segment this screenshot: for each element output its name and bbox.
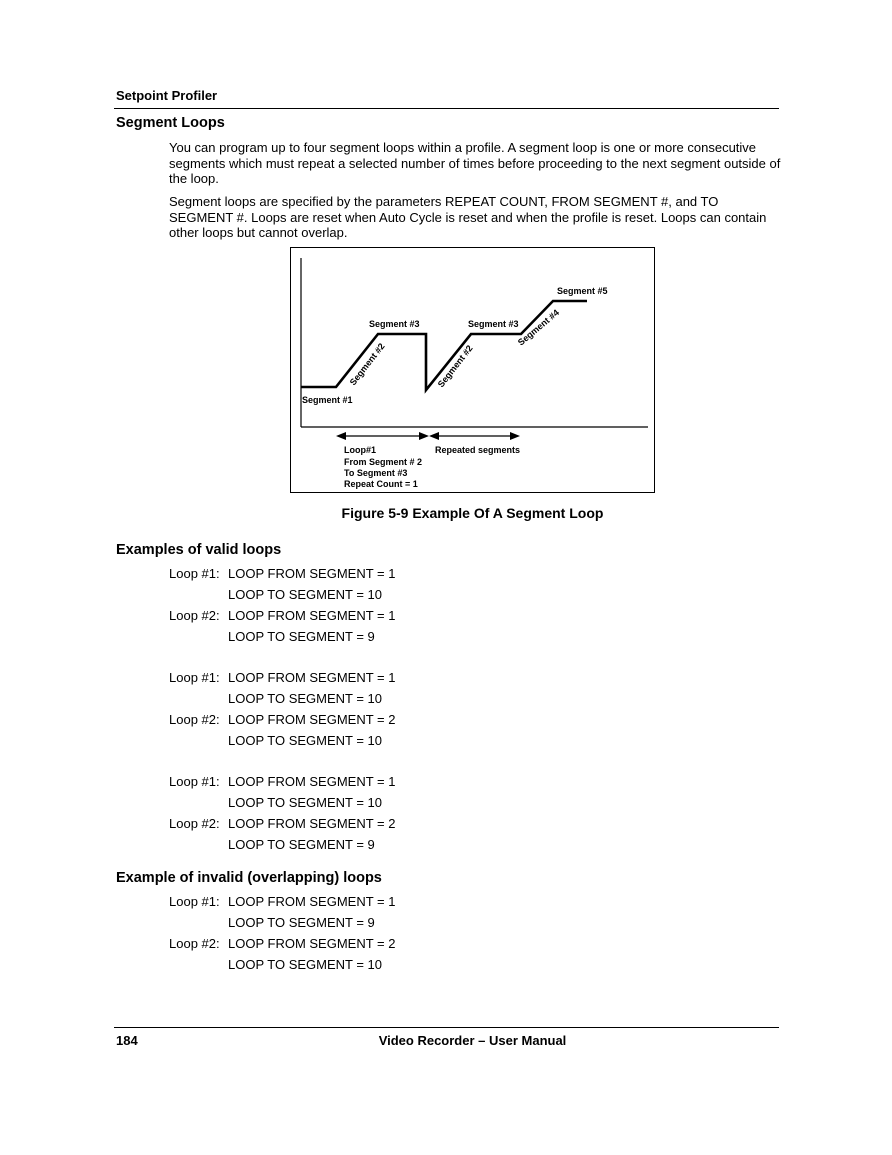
loop-to: LOOP TO SEGMENT = 10 (228, 733, 383, 748)
loop-from: LOOP FROM SEGMENT = 1 (228, 670, 396, 685)
label-segment-4: Segment #4 (515, 307, 561, 348)
loop-label: Loop #1: (169, 566, 220, 581)
invalid-loops-heading: Example of invalid (overlapping) loops (116, 870, 382, 886)
loop-label: Loop #2: (169, 936, 220, 951)
loop-to: LOOP TO SEGMENT = 10 (228, 587, 383, 602)
label-segment-1: Segment #1 (302, 395, 353, 405)
loop-to: LOOP TO SEGMENT = 9 (228, 837, 375, 852)
valid-loops-heading: Examples of valid loops (116, 542, 282, 558)
label-segment-3b: Segment #3 (468, 319, 519, 329)
label-loop-from: From Segment # 2 (344, 457, 423, 467)
loop-from: LOOP FROM SEGMENT = 2 (228, 816, 396, 831)
loop-arrow-left-head (336, 432, 346, 440)
section-heading: Segment Loops (116, 115, 225, 131)
paragraph-intro: You can program up to four segment loops within a profile. A segment loop is one or more consecutive segments which must repeat a selected number of times before proceeding to the next segment outside of the loop. (169, 140, 781, 186)
loop-from: LOOP FROM SEGMENT = 2 (228, 936, 396, 951)
loop-from: LOOP FROM SEGMENT = 2 (228, 712, 396, 727)
label-segment-5: Segment #5 (557, 286, 608, 296)
loop-to: LOOP TO SEGMENT = 10 (228, 691, 383, 706)
loop-label: Loop #2: (169, 608, 220, 623)
loop-to: LOOP TO SEGMENT = 10 (228, 957, 383, 972)
profile-diagram (291, 248, 656, 494)
loop-to: LOOP TO SEGMENT = 9 (228, 915, 375, 930)
loop-from: LOOP FROM SEGMENT = 1 (228, 566, 396, 581)
header-rule (114, 108, 779, 109)
label-segment-2b: Segment #2 (435, 343, 475, 390)
loop-from: LOOP FROM SEGMENT = 1 (228, 774, 396, 789)
label-loop-repeat: Repeat Count = 1 (344, 479, 418, 489)
label-loop-1: Loop#1 (344, 445, 377, 455)
loop-label: Loop #2: (169, 712, 220, 727)
loop-arrow-right-head (419, 432, 429, 440)
figure-segment-loop (290, 247, 655, 493)
label-repeated-segments: Repeated segments (435, 445, 521, 455)
loop-to: LOOP TO SEGMENT = 10 (228, 795, 383, 810)
footer-title: Video Recorder – User Manual (378, 1033, 567, 1048)
label-loop-to: To Segment #3 (344, 468, 408, 478)
loop-label: Loop #1: (169, 670, 220, 685)
footer-rule (114, 1027, 779, 1028)
loop-from: LOOP FROM SEGMENT = 1 (228, 608, 396, 623)
figure-caption: Figure 5-9 Example Of A Segment Loop (341, 505, 604, 521)
label-segment-2a: Segment #2 (347, 341, 387, 388)
loop-label: Loop #1: (169, 894, 220, 909)
loop-label: Loop #2: (169, 816, 220, 831)
repeated-arrow-left-head (429, 432, 439, 440)
paragraph-parameters: Segment loops are specified by the parameters REPEAT COUNT, FROM SEGMENT #, and TO SEGMENT #. Loops are reset when Auto Cycle is reset and when the profile is reset. Loops can contain other loops but cannot overlap. (169, 194, 767, 240)
repeated-arrow-right-head (510, 432, 520, 440)
loop-to: LOOP TO SEGMENT = 9 (228, 629, 375, 644)
page-number: 184 (116, 1033, 138, 1048)
loop-label: Loop #1: (169, 774, 220, 789)
label-segment-3a: Segment #3 (369, 319, 420, 329)
loop-from: LOOP FROM SEGMENT = 1 (228, 894, 396, 909)
running-header: Setpoint Profiler (116, 88, 218, 103)
